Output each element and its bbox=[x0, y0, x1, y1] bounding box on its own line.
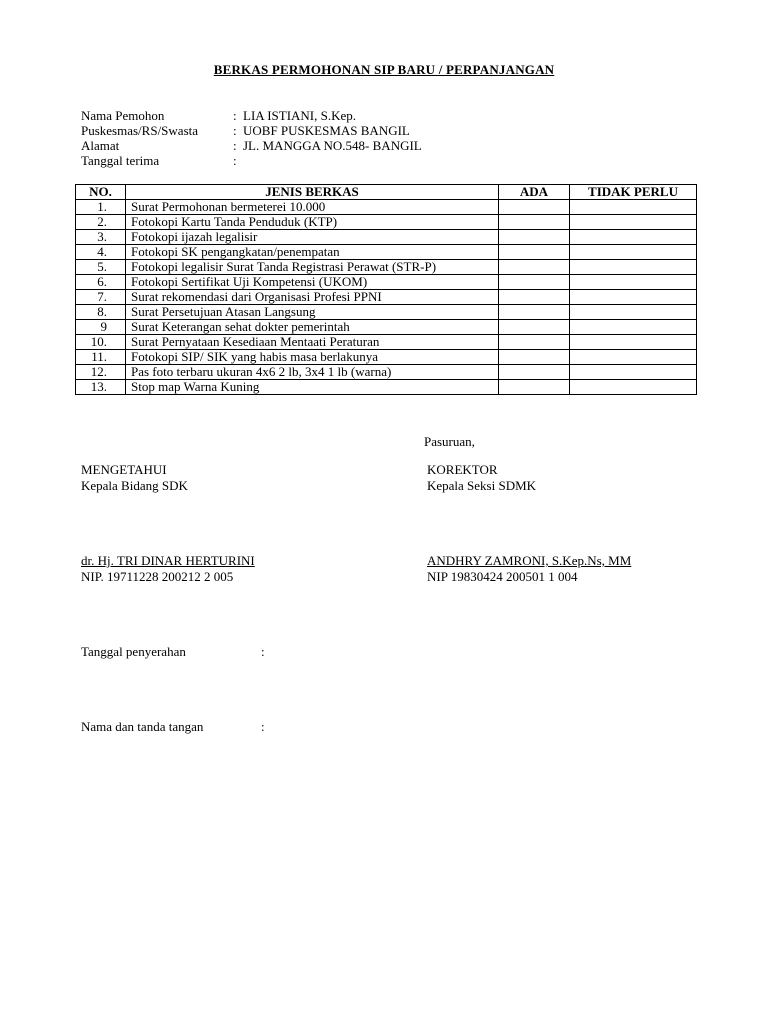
row-tidak-perlu-cell bbox=[570, 350, 697, 365]
info-value: UOBF PUSKESMAS BANGIL bbox=[243, 123, 410, 138]
row-tidak-perlu-cell bbox=[570, 335, 697, 350]
row-ada-cell bbox=[499, 365, 570, 380]
info-colon: : bbox=[233, 108, 237, 123]
row-jenis-berkas: Pas foto terbaru ukuran 4x6 2 lb, 3x4 1 lb (warna) bbox=[126, 365, 499, 380]
row-number: 13. bbox=[76, 380, 126, 395]
header-tidak-perlu: TIDAK PERLU bbox=[570, 185, 697, 200]
row-tidak-perlu-cell bbox=[570, 380, 697, 395]
row-jenis-berkas: Fotokopi SK pengangkatan/penempatan bbox=[126, 245, 499, 260]
row-jenis-berkas: Fotokopi Kartu Tanda Penduduk (KTP) bbox=[126, 215, 499, 230]
table-row bbox=[76, 305, 697, 320]
row-tidak-perlu-cell bbox=[570, 290, 697, 305]
info-label: Puskesmas/RS/Swasta bbox=[81, 123, 199, 138]
info-colon: : bbox=[233, 138, 237, 153]
right-sign-nip: NIP 19830424 200501 1 004 bbox=[427, 569, 578, 584]
row-tidak-perlu-cell bbox=[570, 215, 697, 230]
row-tidak-perlu-cell bbox=[570, 275, 697, 290]
left-sign-position: Kepala Bidang SDK bbox=[81, 478, 188, 493]
info-row-instansi bbox=[81, 123, 422, 138]
right-sign-heading: KOREKTOR bbox=[427, 462, 498, 477]
row-ada-cell bbox=[499, 290, 570, 305]
table-row bbox=[76, 245, 697, 260]
info-value: JL. MANGGA NO.548- BANGIL bbox=[243, 138, 422, 153]
nama-tanda-tangan-label: Nama dan tanda tangan bbox=[81, 719, 204, 734]
info-value: LIA ISTIANI, S.Kep. bbox=[243, 108, 357, 123]
row-jenis-berkas: Surat Pernyataan Kesediaan Mentaati Peraturan bbox=[126, 335, 499, 350]
left-sign-name: dr. Hj. TRI DINAR HERTURINI bbox=[81, 553, 255, 568]
table-row bbox=[76, 335, 697, 350]
row-ada-cell bbox=[499, 245, 570, 260]
row-number: 11. bbox=[76, 350, 126, 365]
table-header-row bbox=[76, 185, 697, 200]
document-title: BERKAS PERMOHONAN SIP BARU / PERPANJANGAN bbox=[213, 62, 555, 77]
row-number: 6. bbox=[76, 275, 126, 290]
row-tidak-perlu-cell bbox=[570, 260, 697, 275]
row-tidak-perlu-cell bbox=[570, 365, 697, 380]
nama-tanda-tangan-colon: : bbox=[261, 719, 265, 734]
table-row bbox=[76, 230, 697, 245]
header-no: NO. bbox=[76, 185, 126, 200]
table-row bbox=[76, 350, 697, 365]
row-jenis-berkas: Surat Permohonan bermeterei 10.000 bbox=[126, 200, 499, 215]
place-label: Pasuruan, bbox=[424, 434, 475, 449]
row-jenis-berkas: Fotokopi ijazah legalisir bbox=[126, 230, 499, 245]
row-number: 3. bbox=[76, 230, 126, 245]
row-number: 8. bbox=[76, 305, 126, 320]
row-jenis-berkas: Fotokopi SIP/ SIK yang habis masa berlakunya bbox=[126, 350, 499, 365]
row-number: 9 bbox=[76, 320, 126, 335]
row-tidak-perlu-cell bbox=[570, 230, 697, 245]
info-row-nama bbox=[81, 108, 422, 123]
row-number: 2. bbox=[76, 215, 126, 230]
tanggal-penyerahan-colon: : bbox=[261, 644, 265, 659]
row-ada-cell bbox=[499, 275, 570, 290]
row-jenis-berkas: Fotokopi legalisir Surat Tanda Registrasi Perawat (STR-P) bbox=[126, 260, 499, 275]
row-number: 10. bbox=[76, 335, 126, 350]
row-jenis-berkas: Surat Persetujuan Atasan Langsung bbox=[126, 305, 499, 320]
tanggal-penyerahan-label: Tanggal penyerahan bbox=[81, 644, 186, 659]
row-jenis-berkas: Surat rekomendasi dari Organisasi Profesi PPNI bbox=[126, 290, 499, 305]
header-jenis: JENIS BERKAS bbox=[126, 185, 499, 200]
row-ada-cell bbox=[499, 380, 570, 395]
info-label: Nama Pemohon bbox=[81, 108, 165, 123]
document-checklist-table bbox=[75, 184, 697, 395]
applicant-info bbox=[81, 108, 422, 168]
row-number: 5. bbox=[76, 260, 126, 275]
info-colon: : bbox=[233, 123, 237, 138]
row-tidak-perlu-cell bbox=[570, 245, 697, 260]
table-row bbox=[76, 215, 697, 230]
table-row bbox=[76, 200, 697, 215]
table-row bbox=[76, 365, 697, 380]
row-ada-cell bbox=[499, 260, 570, 275]
row-ada-cell bbox=[499, 350, 570, 365]
table-row bbox=[76, 290, 697, 305]
table-body bbox=[76, 200, 697, 395]
info-label: Tanggal terima bbox=[81, 153, 160, 168]
info-label: Alamat bbox=[81, 138, 120, 153]
row-ada-cell bbox=[499, 215, 570, 230]
info-row-tanggal bbox=[81, 153, 422, 168]
row-tidak-perlu-cell bbox=[570, 305, 697, 320]
table-row bbox=[76, 275, 697, 290]
row-ada-cell bbox=[499, 305, 570, 320]
row-number: 4. bbox=[76, 245, 126, 260]
row-tidak-perlu-cell bbox=[570, 320, 697, 335]
row-number: 1. bbox=[76, 200, 126, 215]
table-row bbox=[76, 260, 697, 275]
row-ada-cell bbox=[499, 230, 570, 245]
row-ada-cell bbox=[499, 200, 570, 215]
header-ada: ADA bbox=[499, 185, 570, 200]
row-jenis-berkas: Fotokopi Sertifikat Uji Kompetensi (UKOM) bbox=[126, 275, 499, 290]
info-colon: : bbox=[233, 153, 237, 168]
row-ada-cell bbox=[499, 320, 570, 335]
left-sign-heading: MENGETAHUI bbox=[81, 462, 167, 477]
row-jenis-berkas: Stop map Warna Kuning bbox=[126, 380, 499, 395]
row-ada-cell bbox=[499, 335, 570, 350]
row-number: 12. bbox=[76, 365, 126, 380]
row-jenis-berkas: Surat Keterangan sehat dokter pemerintah bbox=[126, 320, 499, 335]
info-row-alamat bbox=[81, 138, 422, 153]
right-sign-position: Kepala Seksi SDMK bbox=[427, 478, 537, 493]
table-row bbox=[76, 380, 697, 395]
table-row bbox=[76, 320, 697, 335]
left-sign-nip: NIP. 19711228 200212 2 005 bbox=[81, 569, 234, 584]
row-number: 7. bbox=[76, 290, 126, 305]
row-tidak-perlu-cell bbox=[570, 200, 697, 215]
right-sign-name: ANDHRY ZAMRONI, S.Kep.Ns, MM bbox=[427, 553, 632, 568]
